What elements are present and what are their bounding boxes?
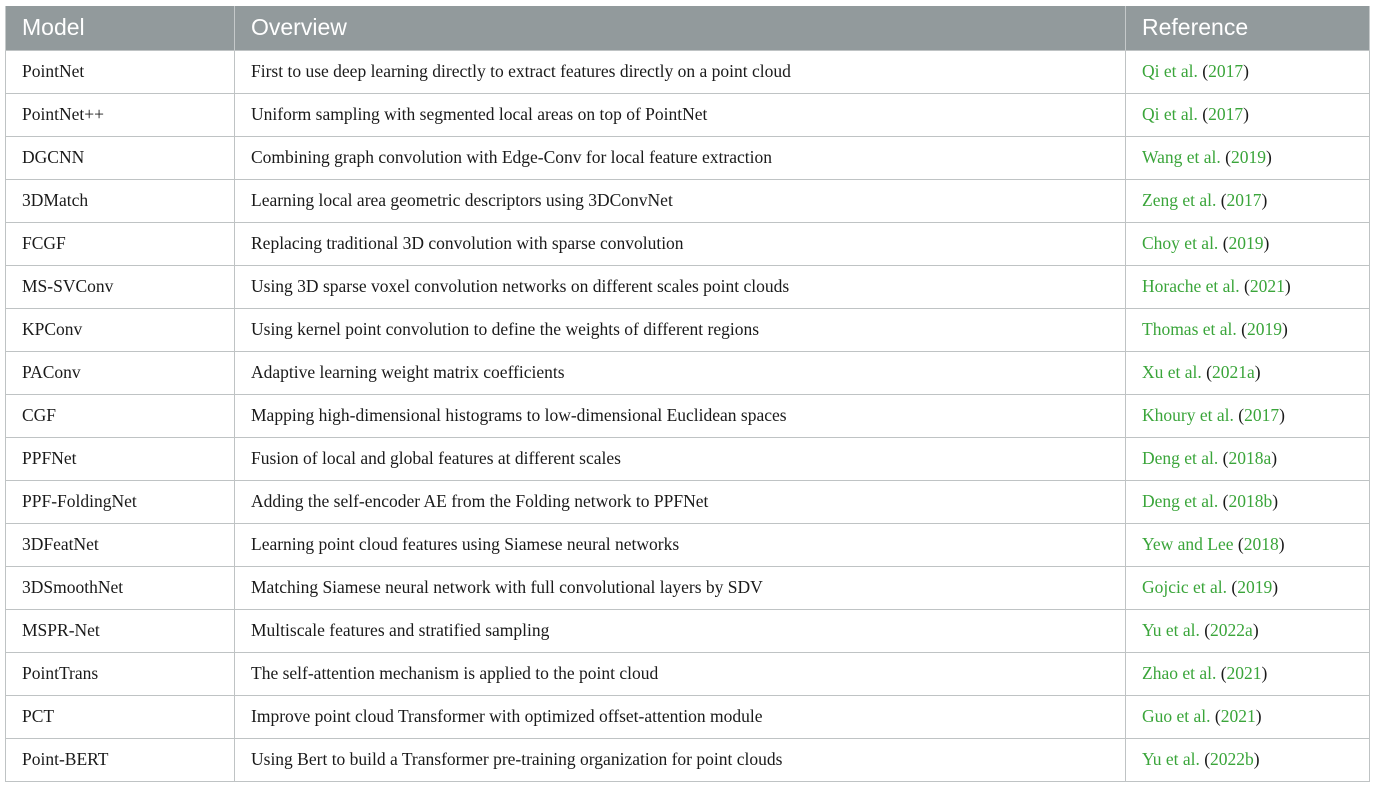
reference-cell bbox=[1126, 394, 1370, 437]
model-cell: FCGF bbox=[6, 222, 235, 265]
reference-year-link[interactable]: 2019 bbox=[1237, 577, 1273, 597]
models-table-container bbox=[5, 6, 1369, 782]
reference-cell bbox=[1126, 93, 1370, 136]
reference-cell bbox=[1126, 50, 1370, 93]
open-paren: ( bbox=[1202, 104, 1209, 124]
open-paren: ( bbox=[1220, 190, 1227, 210]
overview-cell: Mapping high-dimensional histograms to low-dimensional Euclidean spaces bbox=[235, 394, 1126, 437]
table-row bbox=[6, 179, 1370, 222]
reference-cell bbox=[1126, 523, 1370, 566]
reference-year-link[interactable]: 2018 bbox=[1243, 534, 1279, 554]
reference-authors-link[interactable]: Zhao et al. bbox=[1142, 663, 1217, 683]
table-header bbox=[6, 6, 1370, 50]
open-paren: ( bbox=[1220, 663, 1227, 683]
reference-cell bbox=[1126, 308, 1370, 351]
model-cell: PCT bbox=[6, 695, 235, 738]
overview-cell: Combining graph convolution with Edge-Conv for local feature extraction bbox=[235, 136, 1126, 179]
model-cell: 3DFeatNet bbox=[6, 523, 235, 566]
model-cell: DGCNN bbox=[6, 136, 235, 179]
table-row bbox=[6, 50, 1370, 93]
overview-cell: Learning point cloud features using Siamese neural networks bbox=[235, 523, 1126, 566]
table-row bbox=[6, 523, 1370, 566]
overview-cell: Uniform sampling with segmented local areas on top of PointNet bbox=[235, 93, 1126, 136]
close-paren: ) bbox=[1253, 749, 1260, 769]
table-row bbox=[6, 394, 1370, 437]
table-row bbox=[6, 308, 1370, 351]
overview-cell: Improve point cloud Transformer with optimized offset-attention module bbox=[235, 695, 1126, 738]
table-row bbox=[6, 93, 1370, 136]
overview-cell: Adaptive learning weight matrix coefficients bbox=[235, 351, 1126, 394]
reference-authors-link[interactable]: Guo et al. bbox=[1142, 706, 1211, 726]
reference-year-link[interactable]: 2017 bbox=[1208, 61, 1244, 81]
model-cell: PointNet++ bbox=[6, 93, 235, 136]
table-row bbox=[6, 265, 1370, 308]
reference-cell bbox=[1126, 265, 1370, 308]
reference-authors-link[interactable]: Khoury et al. bbox=[1142, 405, 1234, 425]
close-paren: ) bbox=[1272, 491, 1279, 511]
model-cell: 3DMatch bbox=[6, 179, 235, 222]
overview-cell: Using kernel point convolution to define the weights of different regions bbox=[235, 308, 1126, 351]
overview-cell: Matching Siamese neural network with full convolutional layers by SDV bbox=[235, 566, 1126, 609]
model-cell: MS-SVConv bbox=[6, 265, 235, 308]
close-paren: ) bbox=[1254, 362, 1261, 382]
reference-year-link[interactable]: 2019 bbox=[1228, 233, 1264, 253]
model-cell: 3DSmoothNet bbox=[6, 566, 235, 609]
reference-year-link[interactable]: 2017 bbox=[1244, 405, 1280, 425]
table-row bbox=[6, 609, 1370, 652]
open-paren: ( bbox=[1225, 147, 1231, 167]
reference-cell bbox=[1126, 222, 1370, 265]
overview-cell: First to use deep learning directly to extract features directly on a point cloud bbox=[235, 50, 1126, 93]
reference-cell bbox=[1126, 566, 1370, 609]
open-paren: ( bbox=[1231, 577, 1238, 597]
reference-cell bbox=[1126, 480, 1370, 523]
overview-cell: Multiscale features and stratified sampling bbox=[235, 609, 1126, 652]
reference-authors-link[interactable]: Wang et al. bbox=[1142, 147, 1221, 167]
close-paren: ) bbox=[1243, 104, 1249, 124]
table-row bbox=[6, 351, 1370, 394]
close-paren: ) bbox=[1261, 190, 1268, 210]
model-cell: MSPR-Net bbox=[6, 609, 235, 652]
reference-authors-link[interactable]: Zeng et al. bbox=[1142, 190, 1217, 210]
header-overview: Overview bbox=[235, 6, 1126, 50]
model-cell: KPConv bbox=[6, 308, 235, 351]
open-paren: ( bbox=[1204, 620, 1211, 640]
reference-cell bbox=[1126, 738, 1370, 781]
reference-cell bbox=[1126, 652, 1370, 695]
overview-cell: Using Bert to build a Transformer pre-training organization for point clouds bbox=[235, 738, 1126, 781]
overview-cell: Fusion of local and global features at different scales bbox=[235, 437, 1126, 480]
reference-year-link[interactable]: 2021a bbox=[1211, 362, 1255, 382]
table-row bbox=[6, 652, 1370, 695]
models-table bbox=[5, 6, 1370, 782]
model-cell: Point-BERT bbox=[6, 738, 235, 781]
overview-cell: Replacing traditional 3D convolution with sparse convolution bbox=[235, 222, 1126, 265]
reference-cell bbox=[1126, 136, 1370, 179]
close-paren: ) bbox=[1243, 61, 1249, 81]
model-cell: PointTrans bbox=[6, 652, 235, 695]
reference-authors-link[interactable]: Qi et al. bbox=[1142, 61, 1198, 81]
reference-authors-link[interactable]: Yu et al. bbox=[1142, 749, 1200, 769]
header-reference: Reference bbox=[1126, 6, 1370, 50]
open-paren: ( bbox=[1244, 276, 1250, 296]
overview-cell: Learning local area geometric descriptors using 3DConvNet bbox=[235, 179, 1126, 222]
close-paren: ) bbox=[1278, 534, 1285, 554]
close-paren: ) bbox=[1272, 577, 1279, 597]
reference-year-link[interactable]: 2019 bbox=[1246, 319, 1282, 339]
overview-cell: Adding the self-encoder AE from the Folding network to PPFNet bbox=[235, 480, 1126, 523]
reference-year-link[interactable]: 2017 bbox=[1226, 190, 1262, 210]
overview-cell: The self-attention mechanism is applied to the point cloud bbox=[235, 652, 1126, 695]
reference-authors-link[interactable]: Qi et al. bbox=[1142, 104, 1198, 124]
open-paren: ( bbox=[1202, 61, 1209, 81]
open-paren: ( bbox=[1222, 491, 1229, 511]
table-row bbox=[6, 437, 1370, 480]
open-paren: ( bbox=[1204, 749, 1211, 769]
model-cell: CGF bbox=[6, 394, 235, 437]
table-row bbox=[6, 695, 1370, 738]
open-paren: ( bbox=[1206, 362, 1212, 382]
reference-year-link[interactable]: 2022b bbox=[1210, 749, 1254, 769]
reference-cell bbox=[1126, 351, 1370, 394]
reference-year-link[interactable]: 2017 bbox=[1208, 104, 1244, 124]
reference-cell bbox=[1126, 609, 1370, 652]
reference-year-link[interactable]: 2022a bbox=[1210, 620, 1253, 640]
open-paren: ( bbox=[1237, 534, 1244, 554]
open-paren: ( bbox=[1222, 448, 1229, 468]
close-paren: ) bbox=[1265, 147, 1272, 167]
close-paren: ) bbox=[1255, 706, 1262, 726]
reference-authors-link[interactable]: Xu et al. bbox=[1142, 362, 1202, 382]
table-row bbox=[6, 136, 1370, 179]
reference-year-link[interactable]: 2021 bbox=[1249, 276, 1285, 296]
reference-cell bbox=[1126, 179, 1370, 222]
reference-authors-link[interactable]: Yu et al. bbox=[1142, 620, 1200, 640]
close-paren: ) bbox=[1284, 276, 1291, 296]
model-cell: PAConv bbox=[6, 351, 235, 394]
reference-authors-link[interactable]: Yew and Lee bbox=[1142, 534, 1234, 554]
reference-authors-link[interactable]: Deng et al. bbox=[1142, 448, 1219, 468]
table-row bbox=[6, 480, 1370, 523]
table-row bbox=[6, 738, 1370, 781]
reference-authors-link[interactable]: Gojcic et al. bbox=[1142, 577, 1228, 597]
open-paren: ( bbox=[1214, 706, 1221, 726]
reference-cell bbox=[1126, 695, 1370, 738]
table-row bbox=[6, 566, 1370, 609]
reference-authors-link[interactable]: Horache et al. bbox=[1142, 276, 1240, 296]
open-paren: ( bbox=[1238, 405, 1245, 425]
reference-year-link[interactable]: 2019 bbox=[1230, 147, 1266, 167]
reference-authors-link[interactable]: Choy et al. bbox=[1142, 233, 1219, 253]
open-paren: ( bbox=[1222, 233, 1229, 253]
close-paren: ) bbox=[1281, 319, 1288, 339]
table-row bbox=[6, 222, 1370, 265]
overview-cell: Using 3D sparse voxel convolution networks on different scales point clouds bbox=[235, 265, 1126, 308]
header-row bbox=[6, 6, 1370, 50]
reference-authors-link[interactable]: Deng et al. bbox=[1142, 491, 1219, 511]
model-cell: PPFNet bbox=[6, 437, 235, 480]
reference-year-link[interactable]: 2021 bbox=[1220, 706, 1256, 726]
close-paren: ) bbox=[1252, 620, 1259, 640]
reference-year-link[interactable]: 2021 bbox=[1226, 663, 1262, 683]
reference-authors-link[interactable]: Thomas et al. bbox=[1142, 319, 1237, 339]
open-paren: ( bbox=[1241, 319, 1247, 339]
close-paren: ) bbox=[1261, 663, 1268, 683]
header-model: Model bbox=[6, 6, 235, 50]
table-body bbox=[6, 50, 1370, 781]
reference-year-link[interactable]: 2018a bbox=[1228, 448, 1272, 468]
reference-year-link[interactable]: 2018b bbox=[1228, 491, 1273, 511]
close-paren: ) bbox=[1271, 448, 1278, 468]
reference-cell bbox=[1126, 437, 1370, 480]
close-paren: ) bbox=[1263, 233, 1270, 253]
close-paren: ) bbox=[1279, 405, 1285, 425]
model-cell: PPF-FoldingNet bbox=[6, 480, 235, 523]
model-cell: PointNet bbox=[6, 50, 235, 93]
